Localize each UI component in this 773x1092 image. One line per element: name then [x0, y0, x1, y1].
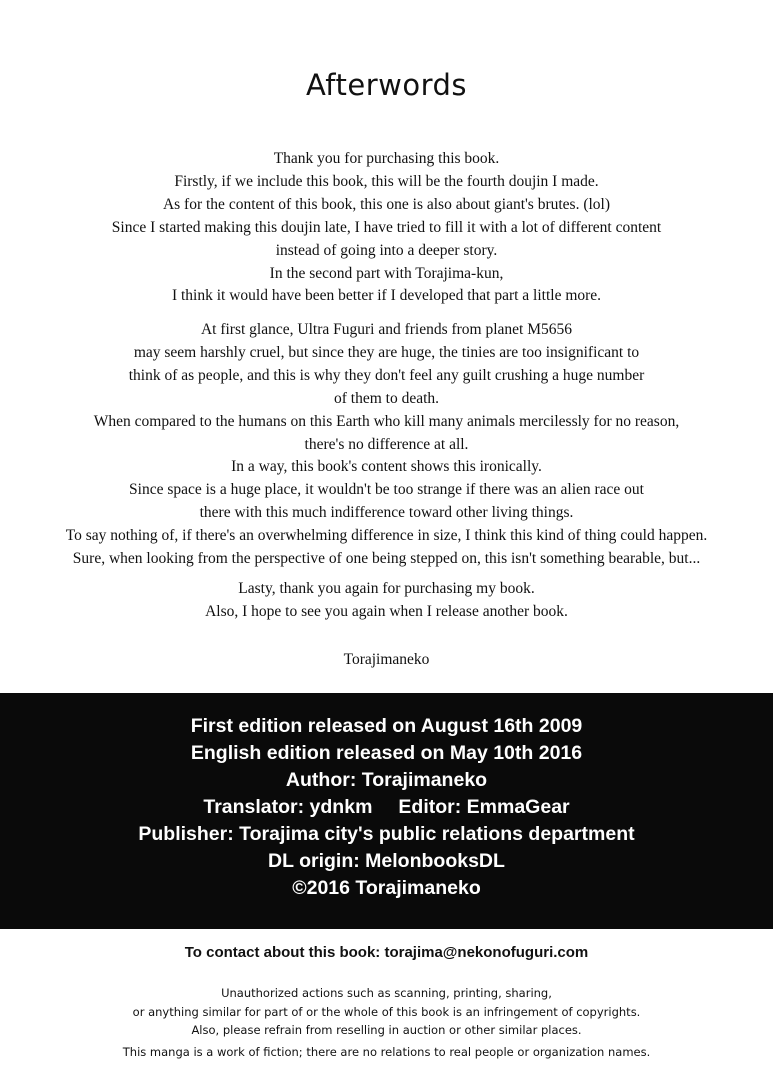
text-line: When compared to the humans on this Earth who kill many animals mercilessly for no reason, [93, 412, 680, 430]
text-line: there's no difference at all. [304, 435, 469, 453]
afterword-paragraph-closing [0, 578, 773, 624]
publisher-line: Publisher: Torajima city's public relations department [138, 823, 635, 845]
contact-line: To contact about this book: torajima@nekonofuguri.com [184, 944, 589, 961]
text-line: Thank you for purchasing this book. [273, 150, 500, 167]
copyright-line: ©2016 Torajimaneko [292, 877, 481, 899]
page-title: Afterwords [305, 68, 468, 102]
copyright-notice [0, 984, 773, 1040]
text-line: of them to death. [333, 389, 440, 407]
text-line: I think it would have been better if I developed that part a little more. [171, 287, 602, 305]
text-line: Also, I hope to see you again when I release another book. [205, 602, 568, 620]
text-line: At first glance, Ultra Fuguri and friends from planet M5656 [200, 321, 573, 338]
notice-line: or anything similar for part of or the whole of this book is an infringement of copyrights. [132, 1004, 641, 1019]
text-line: In the second part with Torajima-kun, [269, 264, 504, 282]
text-line: As for the content of this book, this one is also about giant's brutes. (lol) [162, 195, 611, 213]
dl-origin-line: DL origin: MelonbooksDL [268, 850, 505, 872]
translator-credit: Translator: ydnkm [203, 796, 373, 818]
afterword-paragraph-thanks [0, 148, 773, 308]
text-line: think of as people, and this is why they don't feel any guilt crushing a huge number [128, 366, 645, 384]
english-edition-line: English edition released on May 10th 2016 [190, 742, 583, 764]
text-line: Since space is a huge place, it wouldn't be too strange if there was an alien race out [129, 481, 644, 499]
text-line: instead of going into a deeper story. [275, 241, 498, 259]
text-line: Firstly, if we include this book, this will be the fourth doujin I made. [174, 172, 599, 190]
text-line: there with this much indifference toward other living things. [199, 504, 574, 522]
author-signature: Torajimaneko [343, 651, 430, 668]
editor-credit: Editor: EmmaGear [398, 796, 570, 818]
text-line: To say nothing of, if there's an overwhelming difference in size, I think this kind of thing could happen. [65, 527, 708, 545]
text-line: Lasty, thank you again for purchasing my book. [238, 580, 535, 597]
text-line: Sure, when looking from the perspective of one being stepped on, this isn't something bearable, but... [72, 550, 701, 568]
afterword-paragraph-content [0, 319, 773, 571]
first-edition-line: First edition released on August 16th 2009 [190, 715, 583, 737]
notice-line: Unauthorized actions such as scanning, printing, sharing, [221, 986, 552, 1000]
colophon-box [0, 693, 773, 929]
text-line: In a way, this book's content shows this ironically. [231, 458, 542, 476]
notice-line: Also, please refrain from reselling in auction or other similar places. [191, 1023, 582, 1037]
fiction-disclaimer: This manga is a work of fiction; there are no relations to real people or organization names. [122, 1045, 651, 1059]
text-line: Since I started making this doujin late, I have tried to fill it with a lot of different content [111, 218, 662, 236]
author-line: Author: Torajimaneko [285, 769, 488, 791]
credits-line [0, 794, 773, 821]
text-line: may seem harshly cruel, but since they are huge, the tinies are too insignificant to [133, 343, 640, 361]
